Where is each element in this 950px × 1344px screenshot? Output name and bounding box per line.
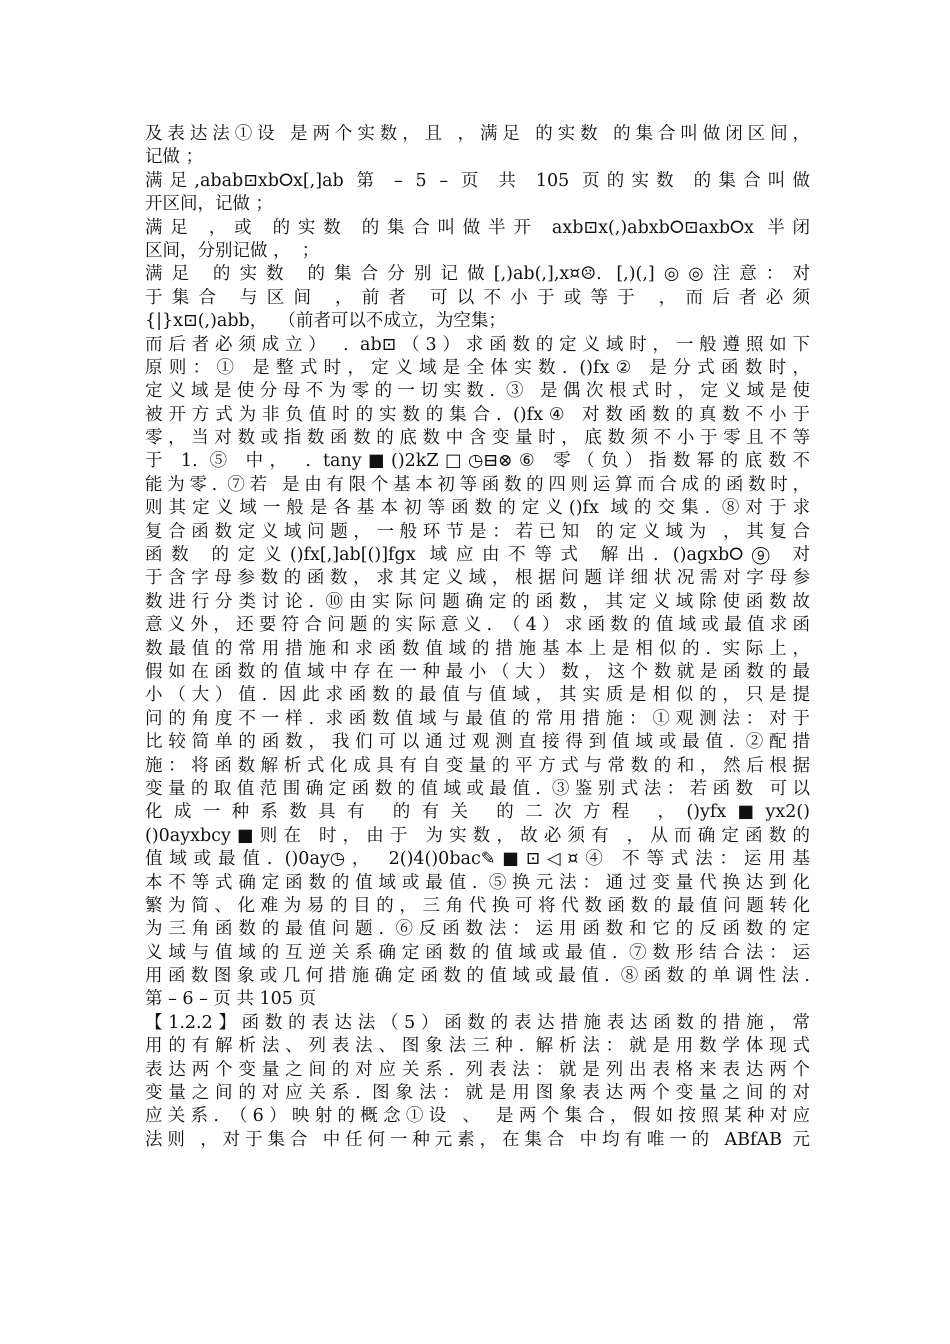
text-line: 义域与值域的互逆关系确定函数的值域或最值. ⑦数形结合法：运 bbox=[145, 942, 810, 963]
text-line: 为三角函数的最值问题. ⑥反函数法：运用函数和它的反函数的定 bbox=[145, 919, 810, 940]
text-line: 第 – 6 – 页 共 105 页 bbox=[145, 989, 316, 1010]
text-line: 于集合 与区间 ，前者 可以不小于或等于 ，而后者必须 bbox=[145, 287, 810, 308]
text-line: 满足 的实数 的集合分别记做[,)ab(,],x¤☹. [,)(,]◎◎注意：对 bbox=[145, 264, 810, 285]
text-line: 用的有解析法、列表法、图象法三种. 解析法：就是用数学体现式 bbox=[145, 1036, 810, 1057]
text-line: 满足 ，或 的实数 的集合叫做半开 axb⊡x(,)abxb⭘⊡axb⭘x 半闭 bbox=[145, 217, 810, 238]
text-line: 函数 的定义()fx[,]ab[()]fgx 域应由不等式 解出. ()agxb⭘⑨ 对 bbox=[145, 545, 810, 566]
text-line: 比较简单的函数，我们可以通过观测直接得到值域或最值. ②配措 bbox=[145, 732, 810, 753]
document-page bbox=[145, 123, 810, 1152]
text-line: {|}x⊡(,)abb， （前者可以不成立，为空集； bbox=[145, 311, 506, 332]
text-line: 而后者必须成立） . ab⊡（3）求函数的定义域时，一般遵照如下 bbox=[145, 334, 810, 355]
text-line: 假如在函数的值域中存在一种最小（大）数，这个数就是函数的最 bbox=[145, 661, 810, 682]
text-line: 记做 ； bbox=[145, 147, 204, 168]
text-line: 复合函数定义域问题，一般环节是：若已知 的定义域为 ，其复合 bbox=[145, 521, 810, 542]
text-line: 繁为简、化难为易的目的，三角代换可将代数函数的最值问题转化 bbox=[145, 895, 810, 916]
text-line: 变量之间的对应关系. 图象法：就是用图象表达两个变量之间的对 bbox=[145, 1083, 810, 1104]
text-line: 满足,abab⊡xb⭘x[,]ab 第 – 5 – 页 共 105 页的实数 的集合叫做 bbox=[145, 170, 810, 191]
text-line: 问的角度不一样. 求函数值域与最值的常用措施：①观测法：对于 bbox=[145, 708, 810, 729]
text-line: 则其定义域一般是各基本初等函数的定义()fx 域的交集. ⑧对于求 bbox=[145, 498, 810, 519]
text-line: 定义域是使分母不为零的一切实数. ③ 是偶次根式时，定义域是使 bbox=[145, 381, 810, 402]
text-line: 变量的取值范围确定函数的值域或最值. ③鉴别式法：若函数 可以 bbox=[145, 778, 810, 799]
text-line: 应关系. （6）映射的概念①设 、 是两个集合，假如按照某种对应 bbox=[145, 1106, 810, 1127]
text-line: 及表达法①设 是两个实数，且 ，满足 的实数 的集合叫做闭区间， bbox=[145, 124, 810, 144]
text-line: 本不等式确定函数的值域或最值. ⑤换元法：通过变量代换达到化 bbox=[145, 872, 810, 893]
text-line: 表达两个变量之间的对应关系. 列表法：就是列出表格来表达两个 bbox=[145, 1059, 810, 1080]
text-line: 值域或最值. ()0ay◷， 2()4()0bac✎■⊡◁¤④ 不等式法：运用基 bbox=[145, 849, 810, 870]
text-line: 数进行分类讨论. ⑩由实际问题确定的函数，其定义域除使函数故 bbox=[145, 591, 810, 612]
text-line: 原则：① 是整式时，定义域是全体实数. ()fx② 是分式函数时， bbox=[145, 357, 810, 378]
text-line: 开区间，记做 ； bbox=[145, 194, 274, 215]
text-line: 能为零. ⑦若 是由有限个基本初等函数的四则运算而合成的函数时， bbox=[145, 474, 810, 495]
text-line: 被开方式为非负值时的实数的集合. ()fx④ 对数函数的真数不小于 bbox=[145, 404, 810, 425]
text-line: 用函数图象或几何措施确定函数的值域或最值. ⑧函数的单调性法. bbox=[145, 966, 810, 987]
text-line: 于含字母参数的函数，求其定义域，根据问题详细状况需对字母参 bbox=[145, 568, 810, 589]
text-line: 意义外，还要符合问题的实际意义. （4）求函数的值域或最值求函 bbox=[145, 615, 810, 636]
text-line: 零，当对数或指数函数的底数中含变量时，底数须不小于零且不等 bbox=[145, 428, 810, 449]
text-line: 数最值的常用措施和求函数值域的措施基本上是相似的. 实际上， bbox=[145, 638, 810, 659]
text-line: 法则 ，对于集合 中任何一种元素，在集合 中均有唯一的 ABfAB 元 bbox=[145, 1129, 810, 1150]
text-line: ()0ayxbcy■则在 时，由于 为实数，故必须有 ，从而确定函数的 bbox=[145, 825, 810, 846]
text-line: 小（大）值. 因此求函数的最值与值域，其实质是相似的，只是提 bbox=[145, 685, 810, 706]
text-line: 于 1. ⑤ 中， . tany■()2kZ□◷⊟⊗⑥ 零（负）指数幂的底数不 bbox=[145, 451, 810, 472]
text-line: 区间，分别记做 ， ； bbox=[145, 240, 320, 261]
text-line: 施：将函数解析式化成具有自变量的平方式与常数的和，然后根据 bbox=[145, 755, 810, 776]
text-line: 化成一种系数具有 的有关 的二次方程 ，()yfx■yx2() bbox=[145, 802, 810, 823]
text-line: 【1.2.2】函数的表达法（5）函数的表达措施表达函数的措施，常 bbox=[145, 1012, 810, 1033]
